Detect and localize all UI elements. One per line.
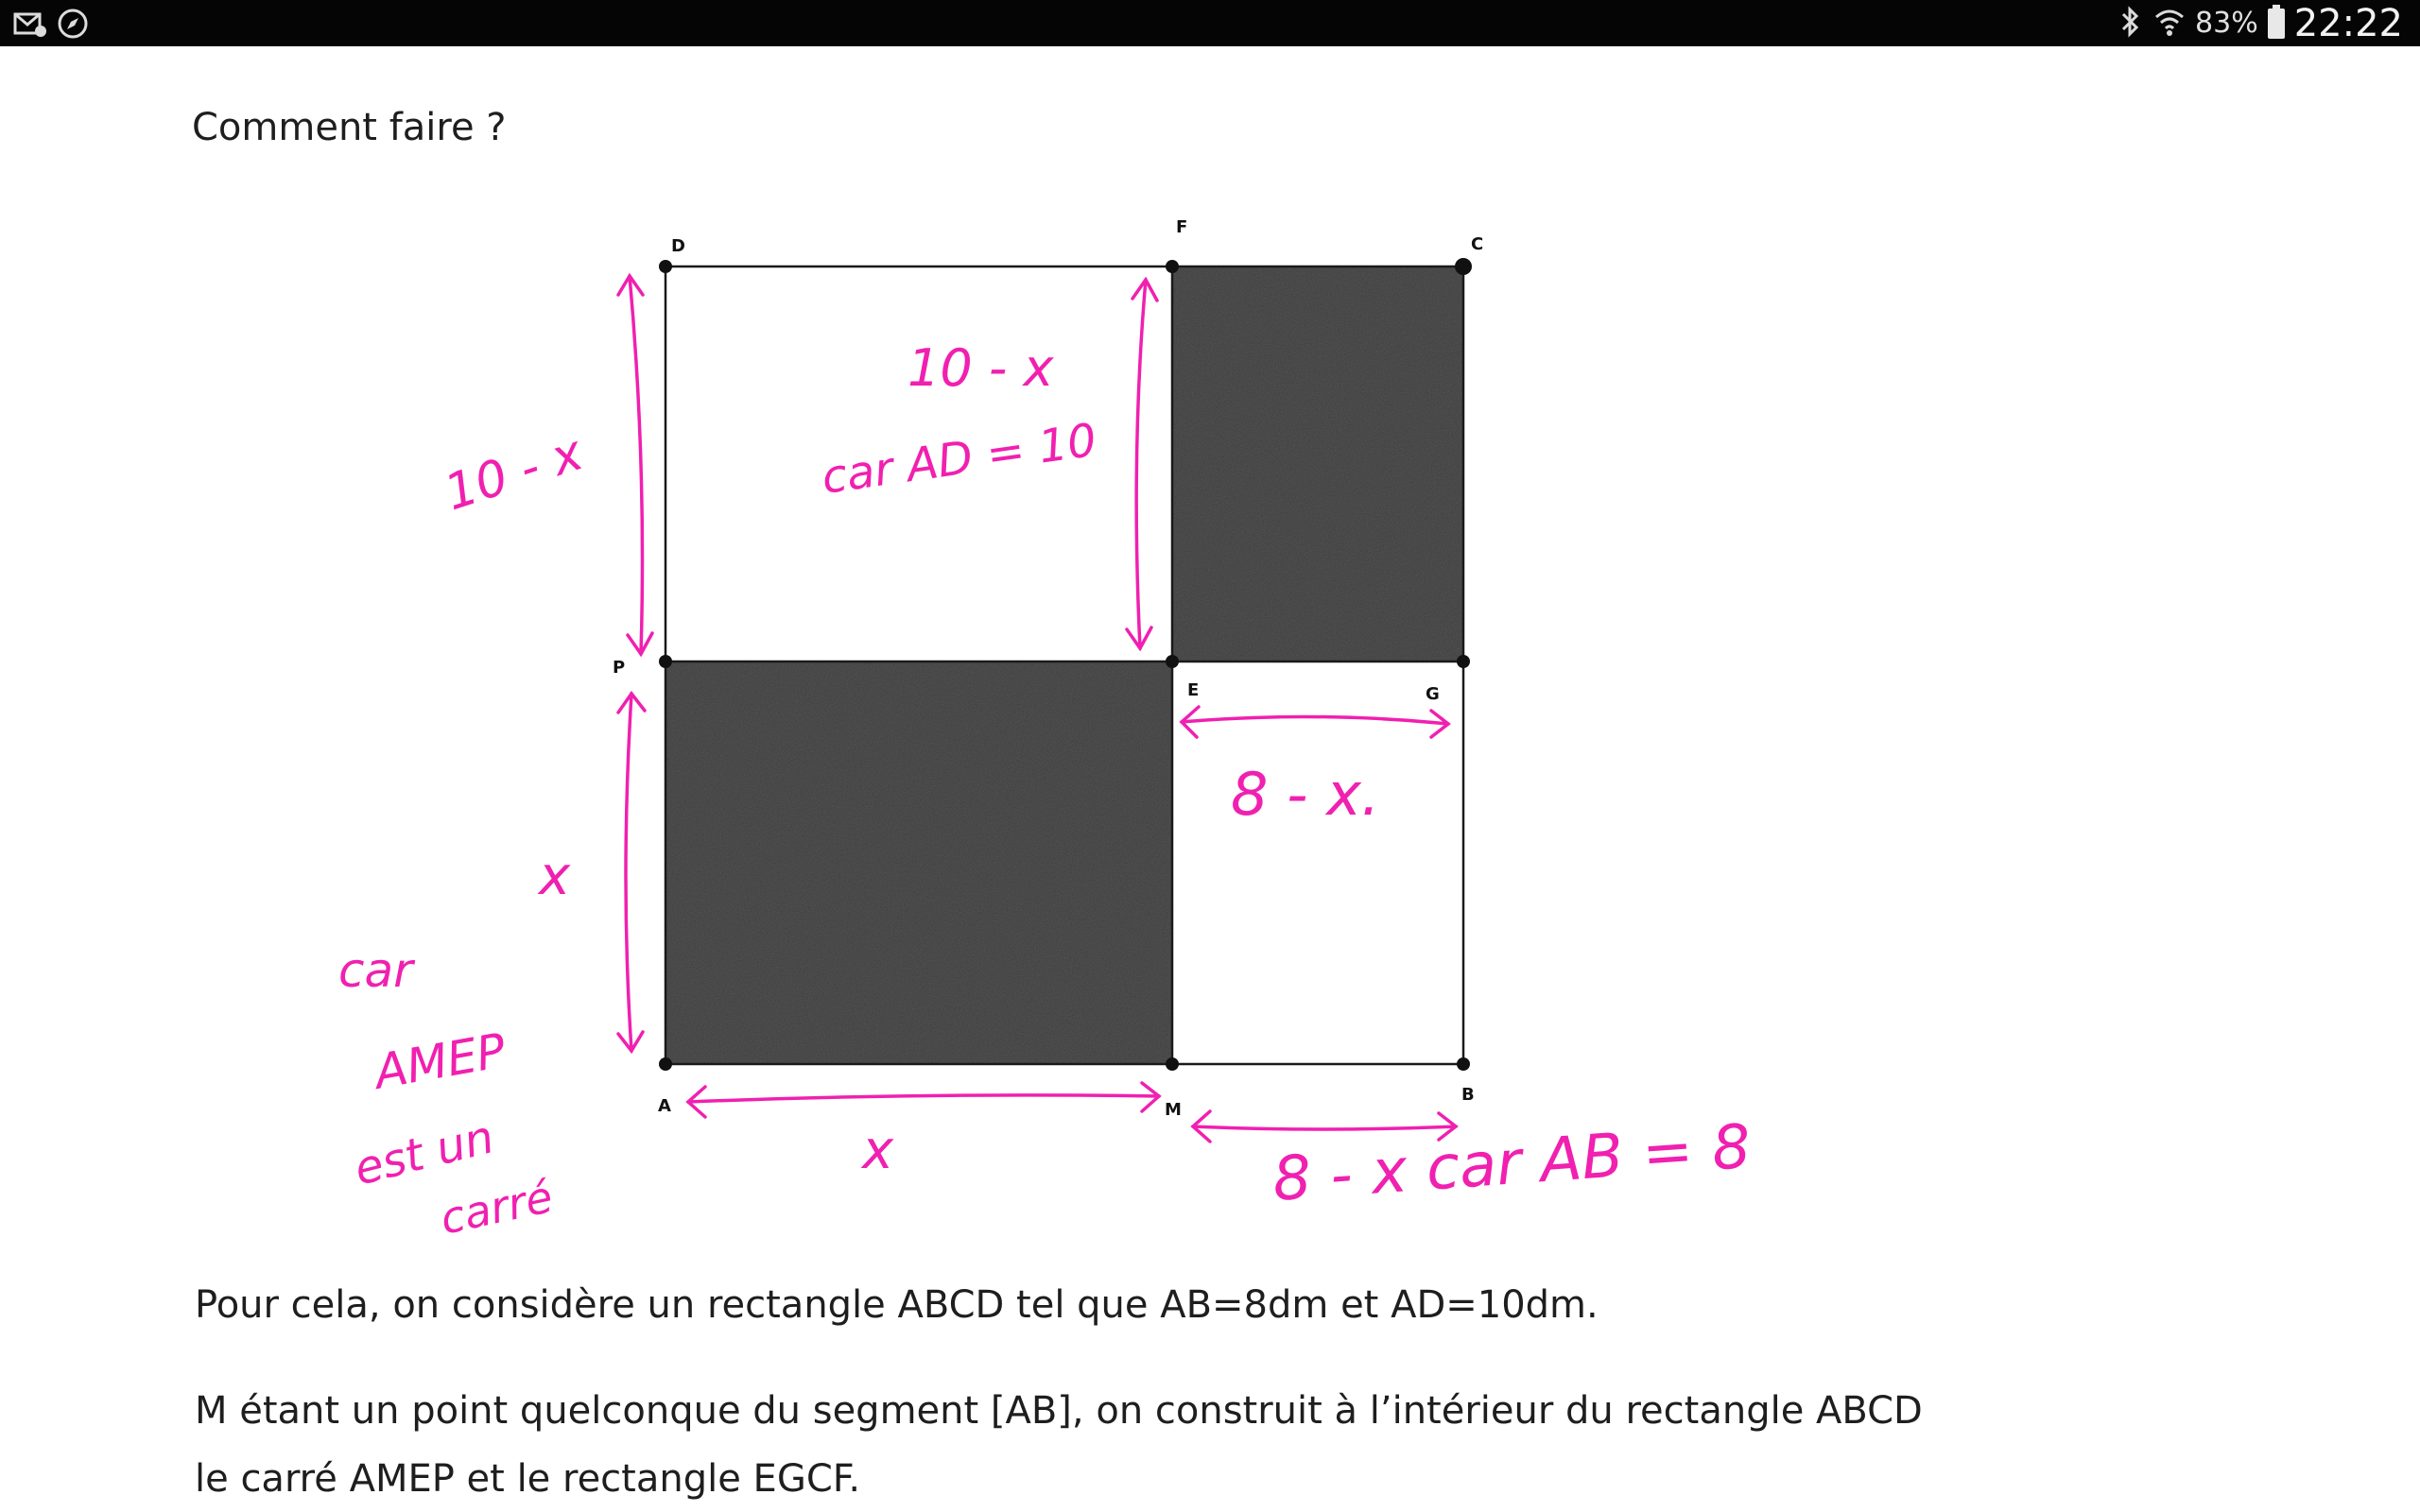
annotation-reason-line3: est un bbox=[349, 1110, 499, 1196]
annotation-bottom-right: 8 - x car AB = 8 bbox=[1270, 1111, 1754, 1215]
annotation-reason-line1: car bbox=[338, 943, 413, 998]
point-label-b: B bbox=[1461, 1085, 1475, 1105]
point-label-c: C bbox=[1471, 234, 1484, 254]
annotation-reason-line4: carré bbox=[436, 1171, 558, 1245]
paragraph-construction-line2: le carré AMEP et le rectangle EGCF. bbox=[195, 1457, 861, 1501]
annotation-center-reason: car AD = 10 bbox=[818, 413, 1100, 505]
battery-percent: 83% bbox=[2195, 7, 2258, 40]
point-label-a: A bbox=[658, 1096, 671, 1116]
annotation-bottom-left: x bbox=[862, 1120, 894, 1181]
question-text: Comment faire ? bbox=[192, 106, 507, 149]
paragraph-construction-line1: M étant un point quelconque du segment [AB], on construit à l’intérieur du rectangle ABCD bbox=[195, 1389, 1923, 1433]
point-label-d: D bbox=[671, 236, 685, 256]
point-label-m: M bbox=[1165, 1100, 1182, 1120]
point-label-f: F bbox=[1176, 217, 1188, 237]
annotation-right-middle: 8 - x. bbox=[1231, 760, 1380, 829]
annotation-center-top: 10 - x bbox=[908, 338, 1054, 398]
clock: 22:22 bbox=[2293, 1, 2403, 45]
annotation-left-bottom: x bbox=[539, 846, 571, 907]
point-label-p: P bbox=[613, 658, 626, 678]
annotation-left-top: 10 - x bbox=[438, 424, 590, 523]
paragraph-rectangle-definition: Pour cela, on considère un rectangle ABCD tel que AB=8dm et AD=10dm. bbox=[195, 1283, 1599, 1327]
point-label-g: G bbox=[1426, 684, 1440, 704]
annotation-reason-line2: AMEP bbox=[371, 1022, 510, 1100]
point-label-e: E bbox=[1187, 680, 1200, 700]
